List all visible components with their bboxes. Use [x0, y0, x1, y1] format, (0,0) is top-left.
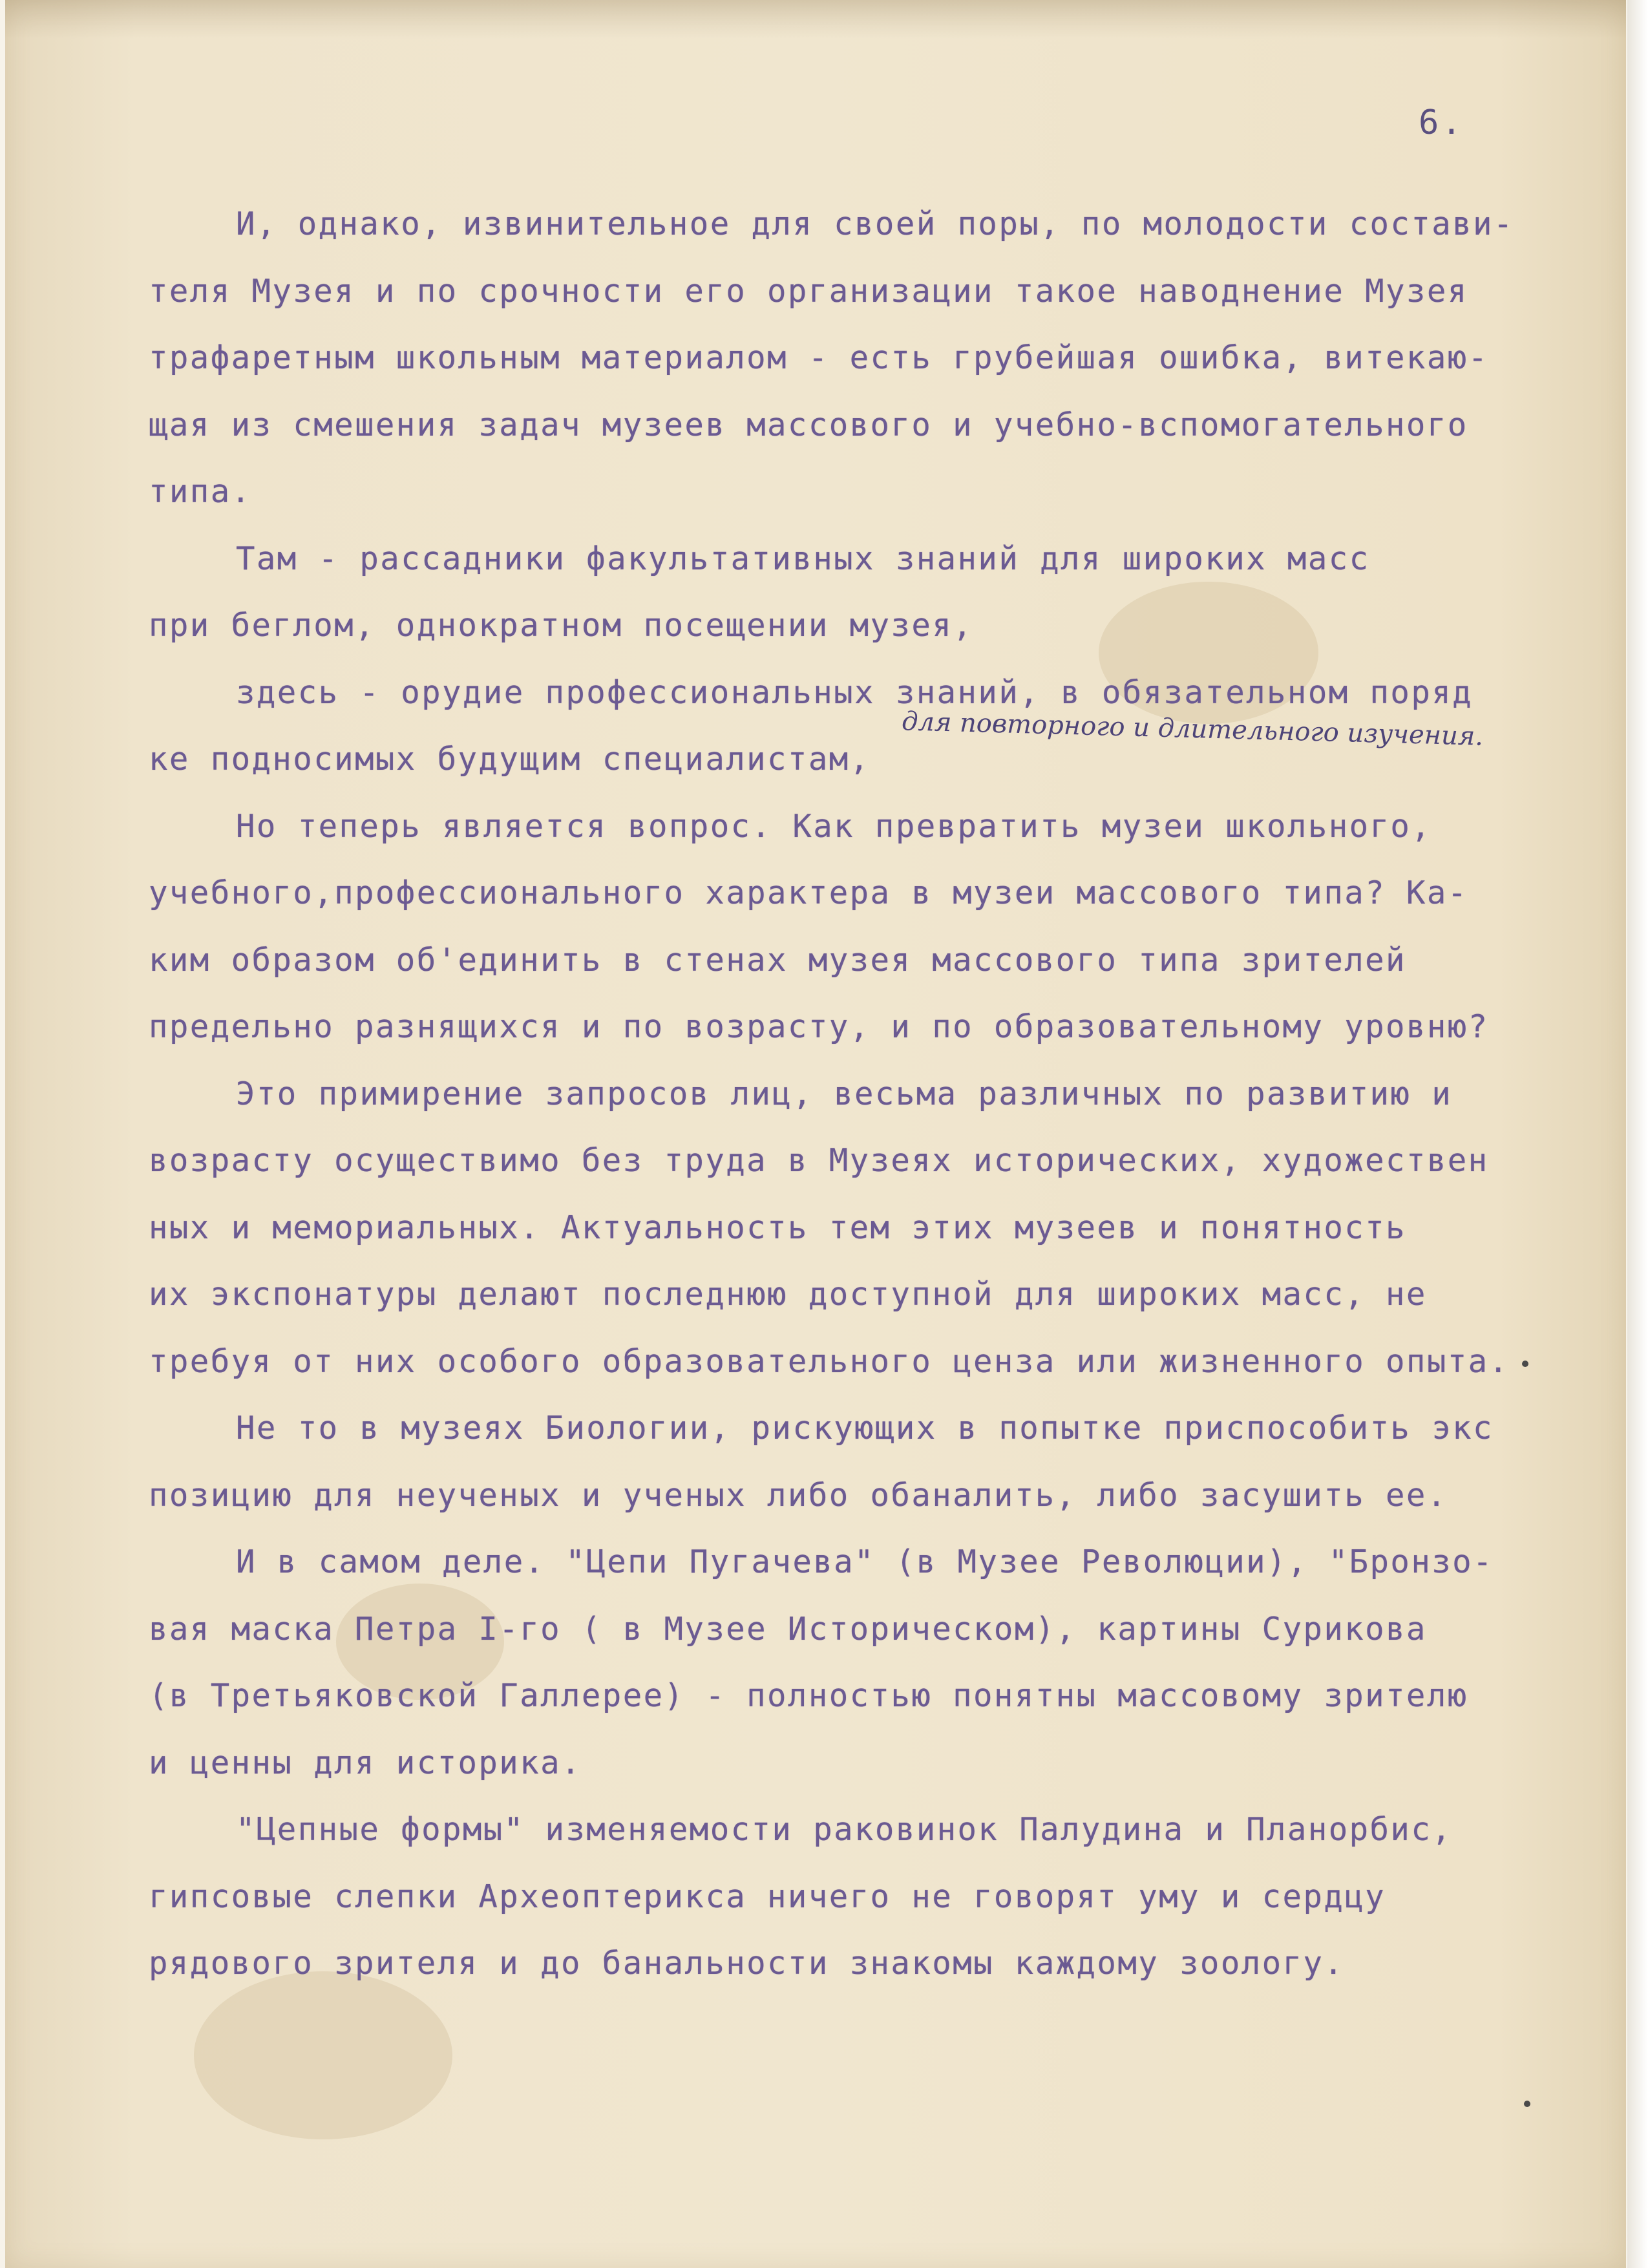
typewritten-text	[149, 191, 1590, 1997]
text-line: предельно разнящихся и по возрасту, и по образовательному уровню?	[149, 1008, 1489, 1045]
text-line: их экспонатуры делают последнюю доступной для широких масс, не	[149, 1276, 1427, 1313]
text-line: ке подносимых будущим специалистам,	[149, 741, 871, 778]
text-line: учебного,профессионального характера в музеи массового типа? Ка-	[149, 874, 1468, 911]
scanner-edge-strip	[1627, 0, 1648, 2268]
text-line: трафаретным школьным материалом - есть грубейшая ошибка, витекаю-	[149, 339, 1489, 376]
text-line: И в самом деле. "Цепи Пугачева" (в Музее Революции), "Бронзо-	[236, 1543, 1494, 1580]
text-line: требуя от них особого образовательного ценза или жизненного опыта.	[149, 1342, 1510, 1380]
text-line: теля Музея и по срочности его организации такое наводнение Музея	[149, 272, 1468, 310]
text-line: ных и мемориальных. Актуальность тем этих музеев и понятность	[149, 1209, 1406, 1246]
text-line: при беглом, однократном посещении музея,	[149, 607, 974, 644]
text-line: гипсовые слепки Археоптерикса ничего не говорят уму и сердцу	[149, 1878, 1386, 1915]
text-line: рядового зрителя и до банальности знакомы каждому зоологу.	[149, 1945, 1345, 1982]
text-line: ким образом об'единить в стенах музея массового типа зрителей	[149, 941, 1406, 979]
text-line: здесь - орудие профессиональных знаний, в обязательном поряд	[236, 673, 1474, 711]
paper-top-shadow	[5, 0, 1626, 39]
text-line: Не то в музеях Биологии, рискующих в попытке приспособить экс	[236, 1410, 1494, 1447]
text-line: Там - рассадники факультативных знаний для широких масс	[236, 540, 1370, 577]
page-number: 6.	[1419, 103, 1464, 142]
text-line: возрасту осуществимо без труда в Музеях исторических, художествен	[149, 1142, 1489, 1179]
text-line: вая маска Петра I-го ( в Музее Историческом), картины Сурикова	[149, 1610, 1427, 1648]
text-line: позицию для неученых и ученых либо обаналить, либо засушить ее.	[149, 1476, 1448, 1514]
text-line: Но теперь является вопрос. Как превратить музеи школьного,	[236, 807, 1432, 845]
text-line: Это примирение запросов лиц, весьма различных по развитию и	[236, 1075, 1453, 1112]
ink-dot	[1524, 2101, 1530, 2107]
text-line: типа.	[149, 473, 252, 510]
text-line: и ценны для историка.	[149, 1744, 582, 1781]
text-line: И, однако, извинительное для своей поры, по молодости состави-	[236, 206, 1514, 242]
handwritten-annotation: для повторного и длительного изучения.	[901, 706, 1484, 752]
ink-dot	[1522, 1361, 1528, 1367]
text-line: (в Третьяковской Галлерее) - полностью понятны массовому зрителю	[149, 1677, 1468, 1714]
text-line: "Цепные формы" изменяемости раковинок Палудина и Планорбис,	[236, 1811, 1453, 1848]
text-line: щая из смешения задач музеев массового и учебно-вспомогательного	[149, 406, 1468, 443]
